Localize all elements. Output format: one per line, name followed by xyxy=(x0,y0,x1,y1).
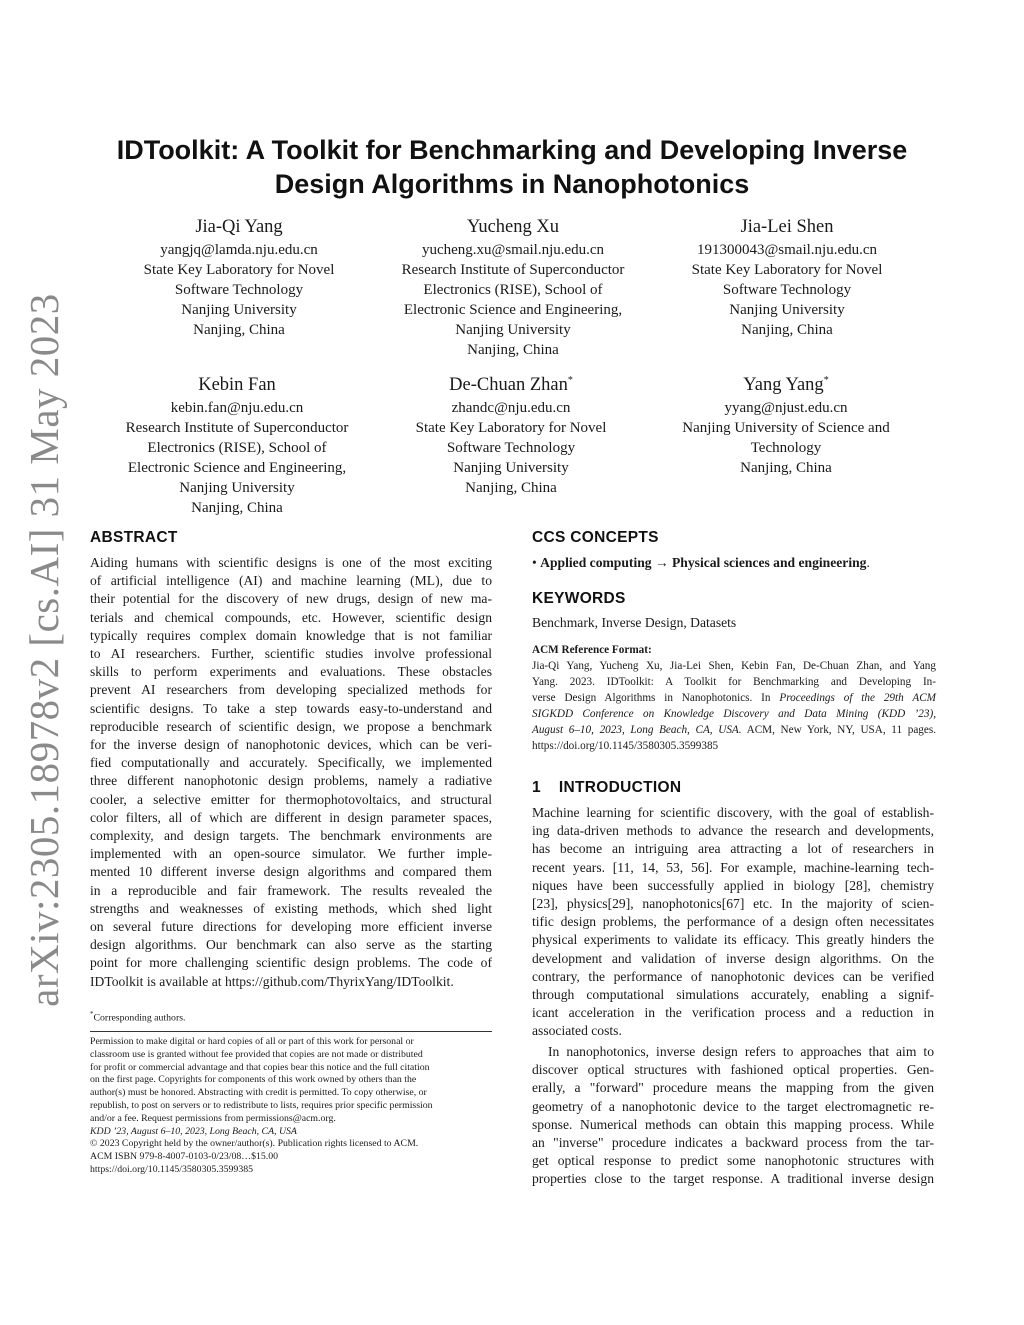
footnote-divider xyxy=(90,1031,492,1032)
author-affiliation: Nanjing University xyxy=(455,322,571,338)
ccs-concepts: • Applied computing → Physical sciences and engineering. xyxy=(532,555,870,570)
author-affiliation: State Key Laboratory for Novel xyxy=(415,420,607,436)
author-affiliation: Electronics (RISE), School of xyxy=(147,440,327,456)
author-location: Nanjing, China xyxy=(193,322,285,338)
author-affiliation: Software Technology xyxy=(722,282,852,298)
author-affiliation: Software Technology xyxy=(446,440,576,456)
author-location: Nanjing, China xyxy=(740,460,832,476)
acm-reference: ACM Reference Format: Jia-Qi Yang, Yucheng Xu, Jia-Lei Shen, Kebin Fan, De-Chuan Zhan, and Yang Yang. 2023. IDToolkit: A Toolkit for Benchmarking and Developing In- verse Design Algorithms in Nanophotonics. In Proceedings of the 29th ACM SIGKDD Conference on Knowledge Discovery and Data Mining (KDD ’23), August 6–10, 2023, Long Beach, CA, USA. ACM, New York, NY, USA, 11 pages. https://doi.org/10.1145/3580305.3599385 xyxy=(532,644,936,752)
paper-title xyxy=(95,133,929,201)
author-affiliation: State Key Laboratory for Novel xyxy=(691,262,883,278)
author-affiliation: Research Institute of Superconductor xyxy=(125,420,349,436)
intro-paragraph-2: In nanophotonics, inverse design refers to approaches that aim to discover optical structures with fashioned optical properties. Gen- erally, a "forward" procedure means the mapping from the given geometry of a nanophotonic device to the target electromagnetic re- sponse. Numerical methods can obtain this mapping process. While an "inverse" procedure indicates a backward process from the tar- get optical response to predict some nanophotonic structures with properties close to the target response. A traditional inverse design xyxy=(532,1044,934,1187)
author-location: Nanjing, China xyxy=(465,480,557,496)
conference-line: KDD ’23, August 6–10, 2023, Long Beach, CA, USA xyxy=(90,1125,297,1137)
author-block xyxy=(104,215,374,340)
author-email: kebin.fan@nju.edu.cn xyxy=(170,400,304,416)
author-email: yucheng.xu@smail.nju.edu.cn xyxy=(421,242,605,258)
title-line-1: IDToolkit: A Toolkit for Benchmarking and Developing Inverse xyxy=(116,135,908,165)
author-name: De-Chuan Zhan* xyxy=(449,374,573,395)
author-block xyxy=(651,373,921,478)
introduction-heading: 1 INTRODUCTION xyxy=(532,779,682,796)
keywords-text: Benchmark, Inverse Design, Datasets xyxy=(532,615,737,630)
author-email: yyang@njust.edu.cn xyxy=(724,400,848,416)
arxiv-identifier: arXiv:2305.18978v2 [cs.AI] 31 May 2023 xyxy=(21,293,67,1007)
author-email: 191300043@smail.nju.edu.cn xyxy=(696,242,878,258)
author-affiliation: Nanjing University xyxy=(453,460,569,476)
author-name: Jia-Lei Shen xyxy=(740,217,834,237)
author-affiliation: Nanjing University of Science and xyxy=(682,420,890,436)
author-affiliation: Electronic Science and Engineering, xyxy=(127,460,347,476)
keywords-heading: KEYWORDS xyxy=(532,590,626,607)
author-affiliation: Electronics (RISE), School of xyxy=(423,282,603,298)
author-affiliation: Technology xyxy=(750,440,822,456)
doi-link: https://doi.org/10.1145/3580305.3599385 xyxy=(90,1163,254,1175)
author-name: Jia-Qi Yang xyxy=(195,217,283,237)
author-name: Kebin Fan xyxy=(198,375,276,395)
author-name: Yucheng Xu xyxy=(467,217,559,237)
author-affiliation: Electronic Science and Engineering, xyxy=(403,302,623,318)
corresponding-footnote: *Corresponding authors. xyxy=(90,1010,186,1024)
author-affiliation: Nanjing University xyxy=(181,302,297,318)
author-affiliation: State Key Laboratory for Novel xyxy=(143,262,335,278)
title-line-2: Design Algorithms in Nanophotonics xyxy=(274,169,750,199)
author-affiliation: Research Institute of Superconductor xyxy=(401,262,625,278)
author-location: Nanjing, China xyxy=(741,322,833,338)
abstract-heading: ABSTRACT xyxy=(90,529,178,546)
abstract-text: Aiding humans with scientific designs is one of the most exciting of artificial intelligence (AI) and machine learning (ML), due to their potential for the discovery of new drugs, design of new ma- terials and chemical compounds, etc. However, scientific design typically requires complex domain knowledge that is not familiar to AI researchers. Further, scientific studies involve professional skills to perform experiments and evaluations. These obstacles prevent AI researchers from developing specialized methods for scientific designs. To take a step towards easy-to-understand and reproducible research of scientific design, we propose a benchmark for the inverse design of nanophotonic devices, which can be veri- fied computationally and accurately. Specifically, we implemented three different nanophotonic design problems, namely a radiative cooler, a selective emitter for thermophotovoltaics, and structural color filters, all of which are different in design parameter spaces, complexity, and design targets. The benchmark environments are implemented with an open-source simulator. We further imple- mented 10 different inverse design algorithms and compared them in a reproducible and fair framework. The results revealed the strengths and weaknesses of existing methods, which shed light on several future directions for developing more efficient inverse design algorithms. Our benchmark can also serve as the starting point for more challenging scientific design problems. The code of IDToolkit is available at https://github.com/ThyrixYang/IDToolkit. xyxy=(90,555,492,989)
author-block xyxy=(652,215,922,340)
permission-notice: Permission to make digital or hard copies of all or part of this work for personal or classroom use is granted without fee provided that copies are not made or distributed for profit or commercial advantage and that copies bear this notice and the full citation on the first page. Copyrights for components of this work owned by others than the author(s) must be honored. Abstracting with credit is permitted. To copy otherwise, or republish, to post on servers or to redistribute to lists, requires prior specific permission and/or a fee. Request permissions from permissions@acm.org. KDD ’23, August 6–10, 2023, Long Beach, CA, USA © 2023 Copyright held by the owner/author(s). Publication rights licensed to ACM. ACM ISBN 979-8-4007-0103-0/23/08…$15.00 https://doi.org/10.1145/3580305.3599385 xyxy=(90,1036,492,1177)
author-name: Yang Yang* xyxy=(743,374,829,395)
intro-paragraph-1: Machine learning for scientific discovery, with the goal of establish- ing data-driven methods to advance the research and developments, has become an intriguing area attracting a lot of researchers in recent years. [11, 14, 53, 56]. For example, machine-learning tech- niques have been successfully applied in biology [28], chemistry [23], physics[29], nanophotonics[67] etc. In the majority of scien- tific design problems, the performance of a design often necessitates physical experiments to validate its efficacy. This greatly hinders the development and validation of inverse design algorithms. On the contrary, the performance of nanophotonic devices can be verified through computational simulations accurately, enabling a signif- icant acceleration in the verification process and a reduction in associated costs. xyxy=(532,805,934,1039)
acm-reference-heading: ACM Reference Format: xyxy=(532,644,652,656)
author-affiliation: Software Technology xyxy=(174,282,304,298)
author-email: zhandc@nju.edu.cn xyxy=(451,400,571,416)
ccs-heading: CCS CONCEPTS xyxy=(532,529,659,546)
author-block xyxy=(102,373,372,518)
author-block xyxy=(376,373,646,498)
author-email: yangjq@lamda.nju.edu.cn xyxy=(160,242,318,258)
author-location: Nanjing, China xyxy=(191,500,283,516)
author-block xyxy=(378,215,648,360)
author-affiliation: Nanjing University xyxy=(179,480,295,496)
author-location: Nanjing, China xyxy=(467,342,559,358)
author-affiliation: Nanjing University xyxy=(729,302,845,318)
